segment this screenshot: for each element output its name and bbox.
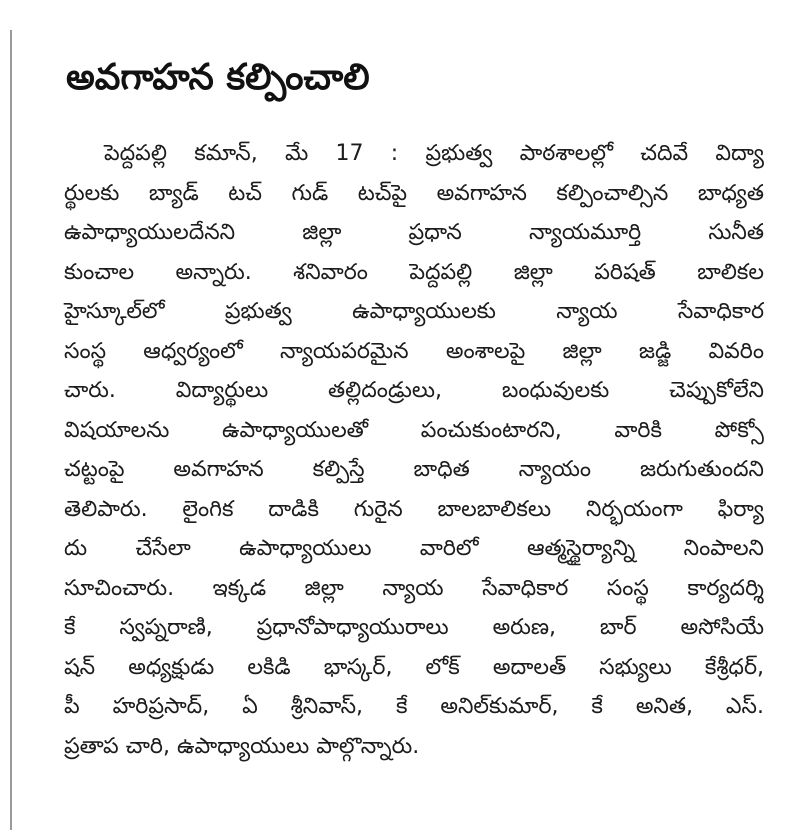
article-line: ర్థులకు బ్యాడ్ టచ్ గుడ్ టచ్‌పై అవగాహన కల్పించాల్సిన బాధ్యత: [64, 180, 764, 206]
news-article: [64, 50, 764, 766]
article-line: పెద్దపల్లి కమాన్, మే 17 : ప్రభుత్వ పాఠశాలల్లో చదివే విద్యా: [104, 141, 764, 166]
article-line: దు చేసేలా ఉపాధ్యాయులు వారిలో ఆత్మస్థైర్యాన్ని నింపాలని: [64, 536, 764, 561]
article-line: కే స్వప్నరాణి, ప్రధానోపాధ్యాయురాలు అరుణ, బార్ అసోసియే: [64, 615, 764, 640]
article-line: సంస్థ ఆధ్వర్యంలో న్యాయపరమైన అంశాలపై జిల్లా జడ్జి వివరిం: [64, 338, 764, 364]
article-line: సూచించారు. ఇక్కడ జిల్లా న్యాయ సేవాధికార సంస్థ కార్యదర్శి: [64, 575, 764, 601]
article-headline: అవగాహన కల్పించాలి: [66, 57, 370, 98]
article-line: పీ హరిప్రసాద్, ఏ శ్రీనివాస్, కే అనిల్‌కుమార్, కే అనిత, ఎస్.: [64, 694, 764, 719]
article-line: హైస్కూల్‌లో ప్రభుత్వ ఉపాధ్యాయులకు న్యాయ సేవాధికార: [64, 299, 764, 324]
article-line: తెలిపారు. లైంగిక దాడికి గురైన బాలబాలికలు నిర్భయంగా ఫిర్యా: [64, 496, 764, 522]
article-line: షన్ అధ్యక్షుడు లకిడి భాస్కర్, లోక్ అదాలత్ సభ్యులు కేశ్రీధర్,: [64, 654, 764, 680]
column-divider-rule: [10, 30, 12, 830]
article-body: [64, 134, 764, 766]
article-line: చట్టంపై అవగాహన కల్పిస్తే బాధిత న్యాయం జరుగుతుందని: [64, 457, 764, 482]
article-line: విషయాలను ఉపాధ్యాయులతో పంచుకుంటారని, వారికి పోక్సో: [64, 417, 764, 443]
article-line: ప్రతాప చారి, ఉపాధ్యాయులు పాల్గొన్నారు.: [64, 733, 420, 759]
article-line: ఉపాధ్యాయులదేనని జిల్లా ప్రధాన న్యాయమూర్తి సునీత: [64, 220, 764, 245]
article-line: చారు. విద్యార్థులు తల్లిదండ్రులు, బంధువులకు చెప్పుకోలేని: [64, 378, 764, 403]
article-line: కుంచాల అన్నారు. శనివారం పెద్దపల్లి జిల్లా పరిషత్ బాలికల: [64, 259, 764, 285]
